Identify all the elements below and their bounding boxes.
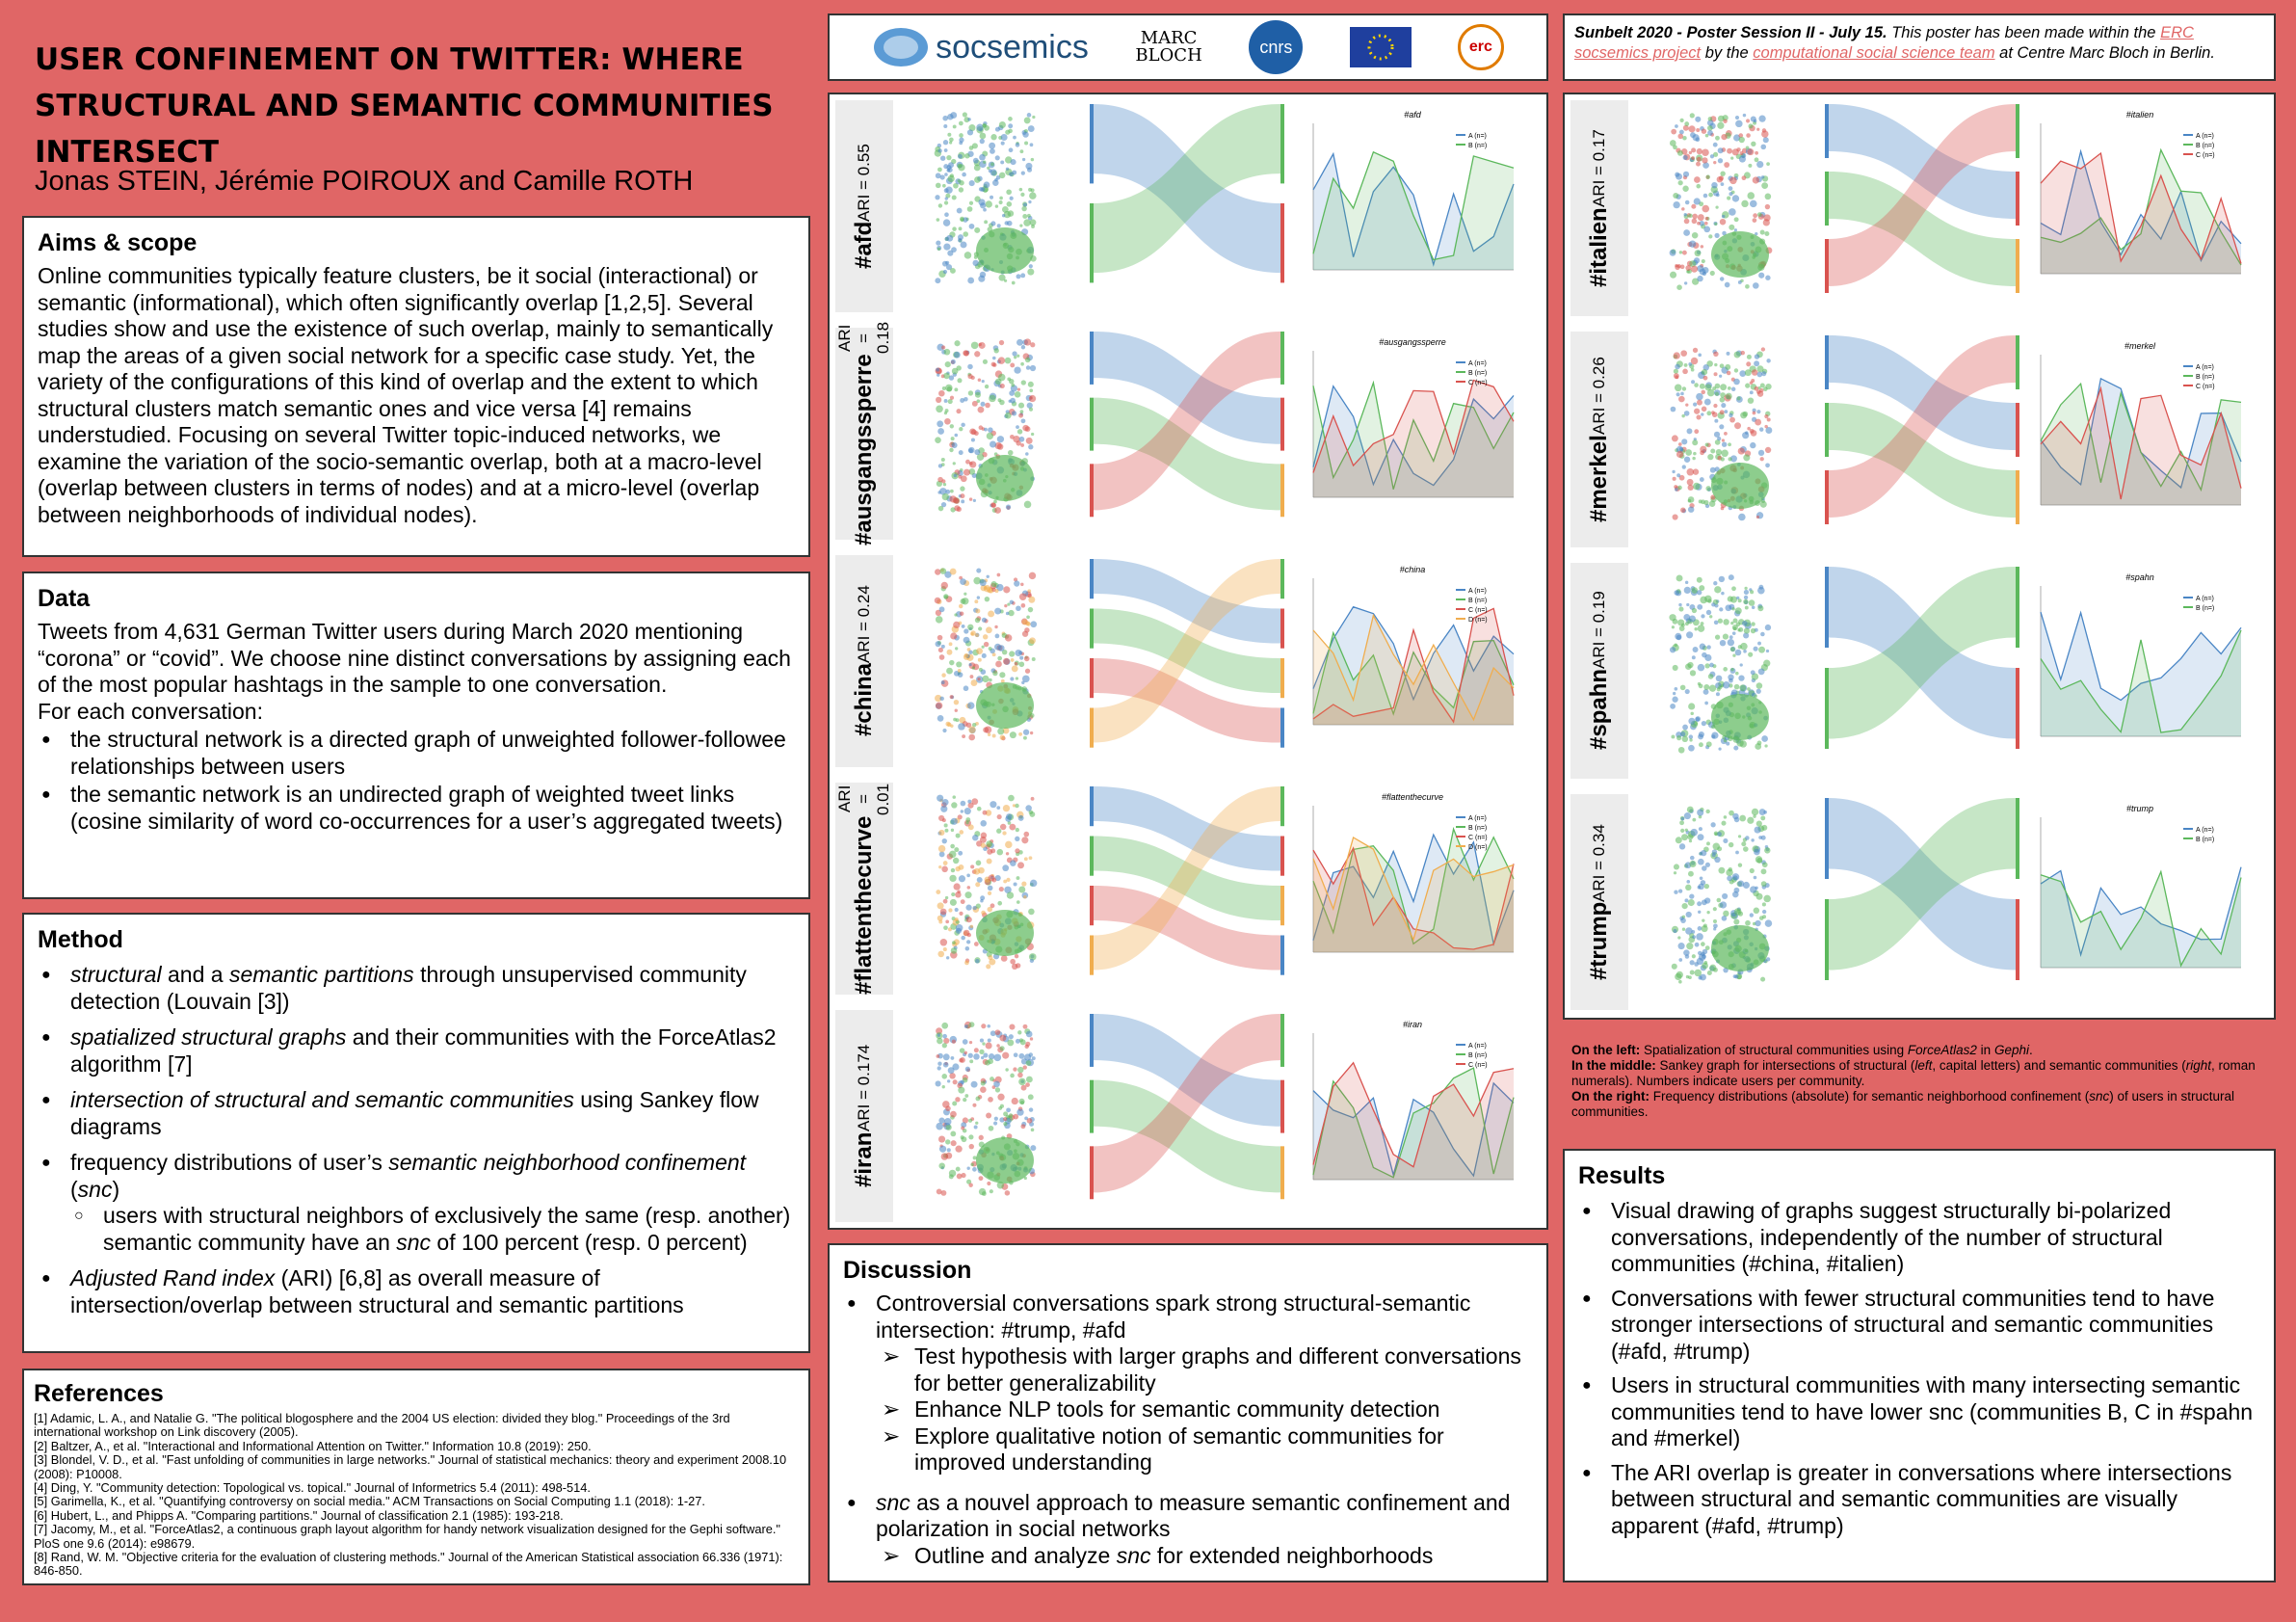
sankey-diagram bbox=[1088, 100, 1290, 308]
results-bullet: ● Conversations with fewer structural communities tend to have stronger intersections of structural and semantic communities (#afd, #trump) bbox=[1578, 1286, 2260, 1366]
reference-item: [3] Blondel, V. D., et al. "Fast unfolding of communities in large networks." Journal of statistical mechanics: theory and experiment 2008.10 (2008): P10008. bbox=[34, 1452, 787, 1481]
cnrs-logo: cnrs bbox=[1249, 20, 1303, 74]
method-bullet: ● structural and a semantic partitions through unsupervised community detection (Louvain [3]) bbox=[38, 962, 795, 1015]
ari-value: ARI = 0.55 bbox=[855, 143, 873, 222]
snc-frequency-chart bbox=[1302, 783, 1523, 991]
discussion-subbullet: ➢ Test hypothesis with larger graphs and different conversations for better generalizability bbox=[876, 1343, 1533, 1396]
chart-title: #afd bbox=[1404, 110, 1421, 120]
sankey-diagram bbox=[1088, 555, 1290, 763]
legend-entry: A (n=) bbox=[1468, 815, 1487, 822]
method-bullet: ● Adjusted Rand index (ARI) [6,8] as overall measure of intersection/overlap between structural and semantic partitions bbox=[38, 1265, 795, 1318]
legend-entry: C (n=) bbox=[1468, 835, 1488, 841]
legend-entry: B (n=) bbox=[1468, 598, 1488, 604]
sankey-diagram bbox=[1823, 794, 2025, 1006]
network-graph-illustration bbox=[1634, 794, 1808, 1006]
discussion-bullet: ● snc as a nouvel approach to measure semantic confinement and polarization in social networks ➢ Outline and analyze snc for extended neighborhoods bbox=[843, 1490, 1533, 1570]
references-heading: References bbox=[34, 1380, 164, 1407]
legend-entry: B (n=) bbox=[1468, 825, 1488, 832]
poster-title: USER CONFINEMENT ON TWITTER: WHERE STRUCTURAL AND SEMANTIC COMMUNITIES INTERSECT bbox=[35, 42, 774, 170]
method-heading: Method bbox=[38, 926, 123, 953]
network-graph-illustration bbox=[899, 555, 1072, 763]
socsemics-globe-icon bbox=[872, 26, 930, 68]
ari-value: ARI = 0.24 bbox=[855, 585, 873, 664]
legend-entry: B (n=) bbox=[2196, 837, 2215, 843]
references-section bbox=[22, 1369, 810, 1585]
network-graph-illustration bbox=[899, 328, 1072, 536]
snc-frequency-chart bbox=[2029, 563, 2251, 775]
results-bullet: ● Visual drawing of graphs suggest structurally bi-polarized conversations, independently of the number of structural communities (#china, #italien) bbox=[1578, 1198, 2260, 1278]
snc-frequency-chart bbox=[1302, 555, 1523, 763]
hashtag-label: #merkel bbox=[1586, 435, 1612, 522]
sankey-diagram bbox=[1823, 563, 2025, 775]
method-bullet: ● intersection of structural and semantic communities using Sankey flow diagrams bbox=[38, 1087, 795, 1140]
hashtag-label: #spahn bbox=[1586, 669, 1612, 751]
ari-value: ARI = 0.01 bbox=[835, 783, 892, 815]
legend-entry: D (n=) bbox=[1468, 617, 1488, 624]
legend-entry: A (n=) bbox=[2196, 133, 2214, 140]
legend-entry: A (n=) bbox=[2196, 596, 2214, 602]
network-graph-illustration bbox=[899, 100, 1072, 308]
figure-caption bbox=[1571, 1043, 2270, 1120]
hashtag-label: #iran bbox=[851, 1131, 877, 1187]
caption-left: On the left: Spatialization of structural communities using ForceAtlas2 in Gephi. bbox=[1571, 1043, 2033, 1057]
sankey-diagram bbox=[1088, 328, 1290, 536]
chart-title: #iran bbox=[1402, 1020, 1423, 1029]
network-graph-illustration bbox=[1634, 332, 1808, 544]
conversation-label bbox=[835, 322, 893, 545]
chart-title: #ausgangssperre bbox=[1379, 337, 1446, 347]
ari-value: ARI = 0.19 bbox=[1590, 591, 1608, 670]
data-text: Tweets from 4,631 German Twitter users during March 2020 mentioning “corona” or “covid”. We choose nine distinct conversations by assigning each of the most popular hashtags in the sample to one conversation. bbox=[38, 619, 791, 697]
eu-flag-icon bbox=[1350, 27, 1412, 67]
hashtag-label: #china bbox=[851, 663, 877, 737]
legend-entry: C (n=) bbox=[1468, 380, 1488, 386]
socsemics-logo: socsemics bbox=[872, 26, 1089, 68]
ari-value: ARI = 0.174 bbox=[855, 1045, 873, 1132]
data-intro: For each conversation: bbox=[38, 698, 263, 724]
legend-entry: B (n=) bbox=[2196, 374, 2215, 381]
data-bullet: ● the structural network is a directed graph of unweighted follower-followee relationships between users bbox=[38, 727, 795, 780]
ari-value: ARI = 0.18 bbox=[835, 322, 892, 355]
aims-text: Online communities typically feature clusters, be it social (interactional) or semantic (informational), which often significantly overlap [1,2,5]. Several studies show and use the existence of such overlap, mainly to semantically map the areas of a given social network for a specific case study. Yet, the variety of the configurations of this kind of overlap and the extent to which structural clusters match semantic ones and vice versa [4] remains understudied. Focusing on several Twitter topic-induced networks, we examine the variation of the socio-semantic overlap, both at a macro-level (overlap between clusters in terms of nodes) and at a micro-level (overlap between neighborhoods of individual nodes). bbox=[38, 263, 774, 527]
results-bullet: ● Users in structural communities with many intersecting semantic communities tend to have lower snc (communities B, C in #spahn and #merkel) bbox=[1578, 1372, 2260, 1452]
reference-item: [6] Hubert, L., and Phipps A. "Comparing partitions." Journal of classification 2.1 (1985): 193-218. bbox=[34, 1507, 564, 1523]
figure-panel-left bbox=[828, 93, 1548, 1230]
hashtag-label: #trump bbox=[1586, 901, 1612, 981]
network-graph-illustration bbox=[899, 1010, 1072, 1218]
conversation-label bbox=[835, 1010, 893, 1222]
css-team-link[interactable]: computational social science team bbox=[1753, 44, 1995, 62]
legend-entry: B (n=) bbox=[1468, 143, 1488, 149]
erc-logo: erc bbox=[1458, 24, 1504, 70]
legend-entry: A (n=) bbox=[1468, 360, 1487, 367]
chart-title: #trump bbox=[2125, 804, 2154, 813]
conversation-label bbox=[835, 100, 893, 312]
discussion-heading: Discussion bbox=[843, 1257, 972, 1284]
conversation-label bbox=[1570, 100, 1628, 316]
method-section bbox=[22, 913, 810, 1353]
legend-entry: B (n=) bbox=[2196, 143, 2215, 149]
reference-item: [7] Jacomy, M., et al. "ForceAtlas2, a continuous graph layout algorithm for handy network visualization designed for the Gephi software." PloS one 9.6 (2014): e98679. bbox=[34, 1522, 780, 1551]
conversation-label bbox=[835, 555, 893, 767]
conversation-label bbox=[1570, 563, 1628, 779]
snc-frequency-chart bbox=[1302, 100, 1523, 308]
sankey-diagram bbox=[1823, 100, 2025, 312]
marc-bloch-logo: MARC BLOCH bbox=[1135, 28, 1202, 66]
aims-section bbox=[22, 216, 810, 557]
authors: Jonas STEIN, Jérémie POIROUX and Camille ROTH bbox=[35, 166, 694, 197]
ari-value: ARI = 0.17 bbox=[1590, 129, 1608, 208]
legend-entry: A (n=) bbox=[2196, 364, 2214, 371]
figure-panel-right bbox=[1563, 93, 2276, 1020]
hashtag-label: #flattenthecurve bbox=[851, 815, 877, 995]
hashtag-label: #afd bbox=[851, 221, 877, 270]
discussion-bullet: ● Controversial conversations spark strong structural-semantic intersection: #trump, #afd ➢ Test hypothesis with larger graphs and different conversations for better generalizability ➢ Enhance NLP tools for semantic community detection ➢ Explore qualitative notion of semantic communities for improved understanding bbox=[843, 1290, 1533, 1476]
sankey-diagram bbox=[1088, 783, 1290, 991]
aims-heading: Aims & scope bbox=[38, 229, 198, 256]
reference-item: [1] Adamic, L. A., and Natalie G. "The political blogosphere and the 2004 US election: divided they blog." Proceedings of the 3rd international workshop on Link discovery (2005). bbox=[34, 1411, 730, 1440]
snc-frequency-chart bbox=[2029, 100, 2251, 312]
network-graph-illustration bbox=[899, 783, 1072, 991]
snc-frequency-chart bbox=[2029, 794, 2251, 1006]
chart-title: #flattenthecurve bbox=[1381, 792, 1444, 802]
chart-title: #china bbox=[1399, 565, 1426, 574]
discussion-subbullet: ➢ Explore qualitative notion of semantic communities for improved understanding bbox=[876, 1423, 1533, 1476]
erc-project-link[interactable]: ERC socsemics project bbox=[1574, 24, 2194, 62]
legend-entry: C (n=) bbox=[2196, 152, 2215, 159]
snc-frequency-chart bbox=[2029, 332, 2251, 544]
conversation-label bbox=[1570, 332, 1628, 547]
data-heading: Data bbox=[38, 585, 91, 612]
network-graph-illustration bbox=[1634, 100, 1808, 312]
discussion-subbullet: ➢ Enhance NLP tools for semantic community detection bbox=[876, 1396, 1533, 1423]
legend-entry: C (n=) bbox=[1468, 1062, 1488, 1069]
network-graph-illustration bbox=[1634, 563, 1808, 775]
results-section bbox=[1563, 1149, 2276, 1582]
discussion-subbullet: ➢ Outline and analyze snc for extended neighborhoods bbox=[876, 1543, 1533, 1570]
legend-entry: C (n=) bbox=[1468, 607, 1488, 614]
conversation-label bbox=[1570, 794, 1628, 1010]
ari-value: ARI = 0.34 bbox=[1590, 823, 1608, 902]
results-bullet: ● The ARI overlap is greater in conversations where intersections between structural and semantic communities are visually apparent (#afd, #trump) bbox=[1578, 1460, 2260, 1540]
legend-entry: D (n=) bbox=[1468, 844, 1488, 851]
logo-bar bbox=[828, 13, 1548, 81]
chart-title: #italien bbox=[2125, 110, 2154, 120]
legend-entry: A (n=) bbox=[1468, 588, 1487, 595]
method-bullet: ● frequency distributions of user’s semantic neighborhood confinement (snc) ○ users with structural neighbors of exclusively the same (resp. another) semantic community have an snc of 100 percent (resp. 0 percent) bbox=[38, 1150, 795, 1256]
caption-middle: In the middle: Sankey graph for intersections of structural (left, capital letters) and semantic communities (right, roman numerals). Numbers indicate users per community. bbox=[1571, 1058, 2256, 1088]
legend-entry: A (n=) bbox=[1468, 1043, 1487, 1050]
reference-item: [4] Ding, Y. "Community detection: Topological vs. topical." Journal of Informetrics 5.4 (2011): 498-514. bbox=[34, 1480, 591, 1496]
ari-value: ARI = 0.26 bbox=[1590, 357, 1608, 436]
snc-frequency-chart bbox=[1302, 328, 1523, 536]
legend-entry: B (n=) bbox=[1468, 1052, 1488, 1059]
sankey-diagram bbox=[1823, 332, 2025, 544]
data-bullet: ● the semantic network is an undirected graph of weighted tweet links (cosine similarity of word co-occurrences for a user’s aggregated tweets) bbox=[38, 782, 795, 835]
conversation-label bbox=[835, 783, 893, 995]
reference-item: [5] Garimella, K., et al. "Quantifying controversy on social media." ACM Transactions on Social Computing 1.1 (2018): 1-27. bbox=[34, 1494, 705, 1509]
chart-title: #spahn bbox=[2125, 572, 2154, 582]
legend-entry: B (n=) bbox=[1468, 370, 1488, 377]
legend-entry: B (n=) bbox=[2196, 605, 2215, 612]
reference-item: [2] Baltzer, A., et al. "Interactional and Informational Attention on Twitter." Information 10.8 (2019): 250. bbox=[34, 1438, 592, 1453]
sankey-diagram bbox=[1088, 1010, 1290, 1218]
session-info: Sunbelt 2020 - Poster Session II - July 15. This poster has been made within the ERC socsemics project by the computational social science team at Centre Marc Bloch in Berlin. bbox=[1563, 13, 2276, 81]
caption-right: On the right: Frequency distributions (absolute) for semantic neighborhood confinement (snc) of users in structural communities. bbox=[1571, 1089, 2235, 1119]
legend-entry: A (n=) bbox=[1468, 133, 1487, 140]
reference-item: [8] Rand, W. M. "Objective criteria for the evaluation of clustering methods." Journal of the American Statistical association 66.336 (1971): 846-850. bbox=[34, 1550, 783, 1579]
chart-title: #merkel bbox=[2124, 341, 2156, 351]
results-heading: Results bbox=[1578, 1162, 1666, 1189]
method-subbullet: ○ users with structural neighbors of exclusively the same (resp. another) semantic community have an snc of 100 percent (resp. 0 percent) bbox=[70, 1203, 795, 1256]
hashtag-label: #italien bbox=[1586, 207, 1612, 287]
method-bullet: ● spatialized structural graphs and their communities with the ForceAtlas2 algorithm [7] bbox=[38, 1024, 795, 1077]
snc-frequency-chart bbox=[1302, 1010, 1523, 1218]
legend-entry: C (n=) bbox=[2196, 384, 2215, 390]
legend-entry: A (n=) bbox=[2196, 827, 2214, 834]
discussion-section bbox=[828, 1243, 1548, 1582]
hashtag-label: #ausgangssperre bbox=[851, 354, 877, 545]
data-section bbox=[22, 572, 810, 899]
